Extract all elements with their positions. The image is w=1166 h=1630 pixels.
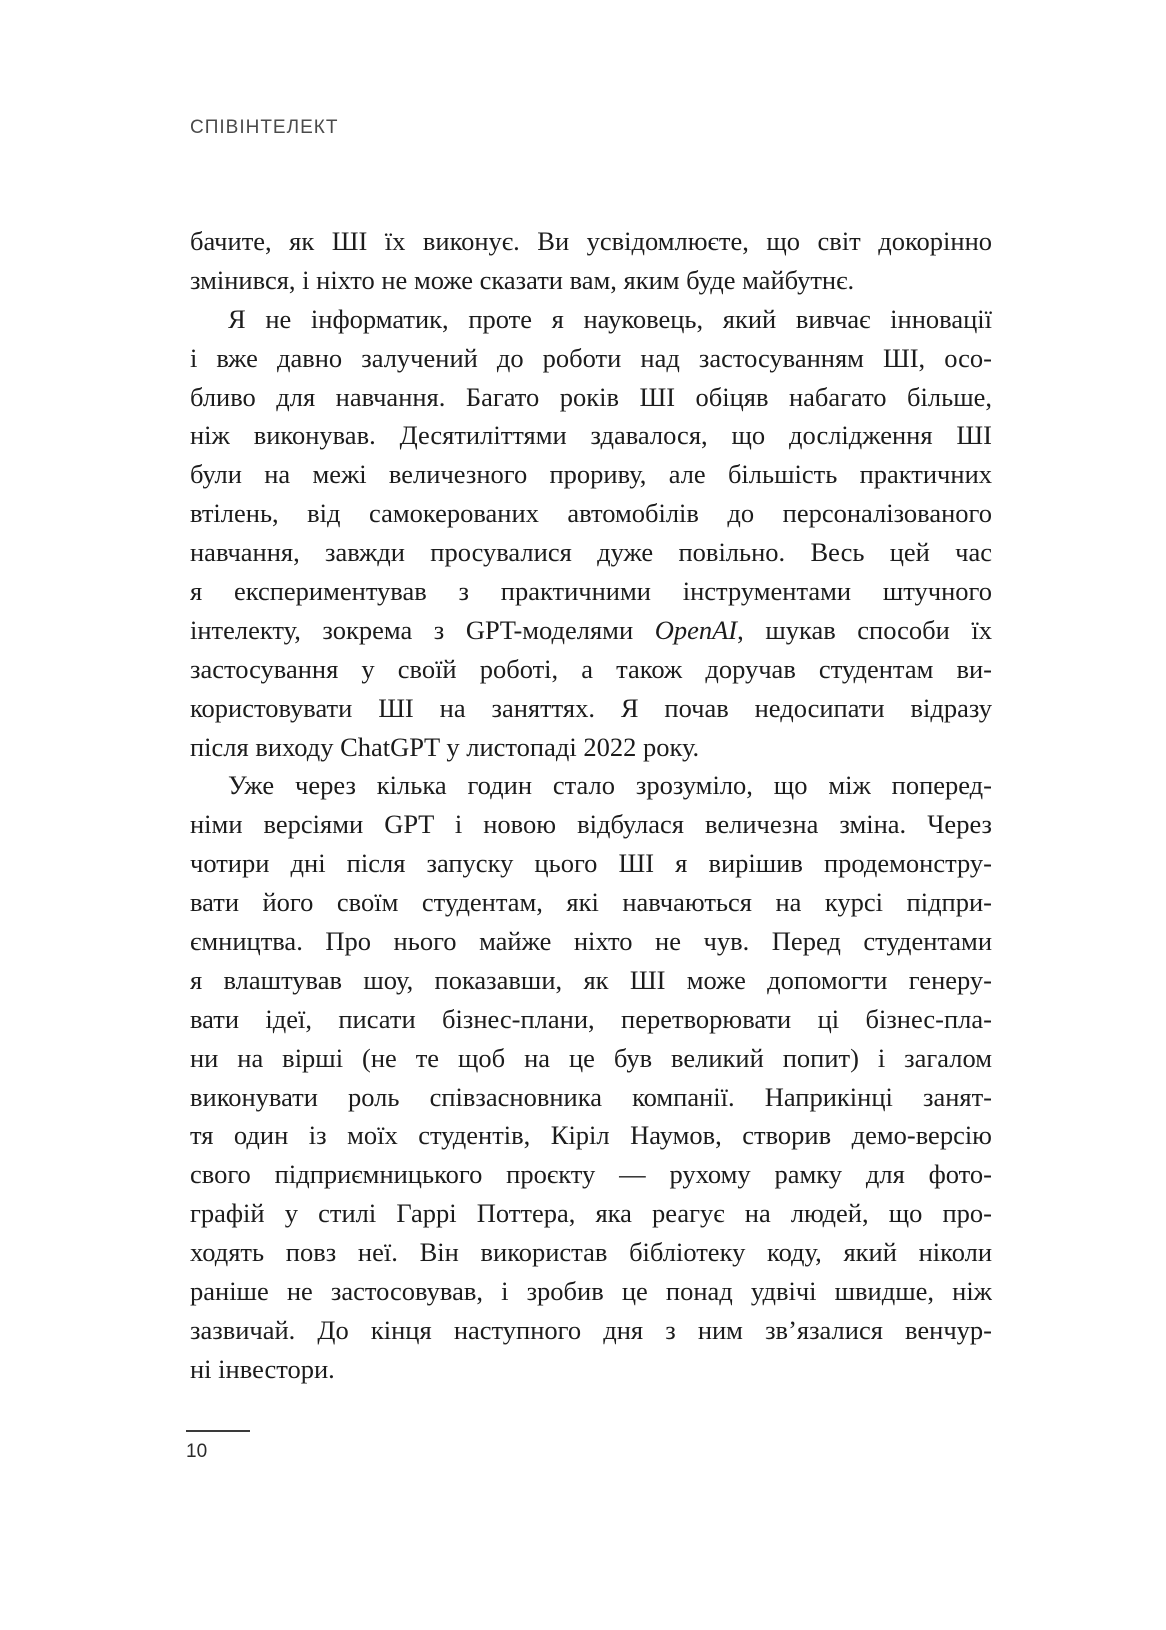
text-segment: інтелекту, зокрема з GPT-моделями xyxy=(190,614,655,645)
text-segment: , шукав способи їх xyxy=(737,614,992,645)
text-line: і вже давно залучений до роботи над застосуванням ШІ, осо- xyxy=(190,342,992,373)
text-line: навчання, завжди просувалися дуже повільно. Весь цей час xyxy=(190,537,992,568)
text-line: графій у стилі Гаррі Поттера, яка реагує на людей, що про- xyxy=(190,1198,992,1229)
text-line: користовувати ШІ на заняттях. Я почав недосипати відразу xyxy=(190,692,992,723)
text-line: німи версіями GPT і новою відбулася величезна зміна. Через xyxy=(190,809,992,840)
text-line: вати ідеї, писати бізнес-плани, перетворювати ці бізнес-пла- xyxy=(190,1003,992,1034)
text-line: зазвичай. До кінця наступного дня з ним зв’язалися венчур- xyxy=(190,1314,992,1345)
text-line: виконувати роль співзасновника компанії. Наприкінці занят- xyxy=(190,1081,992,1112)
text-line: бливо для навчання. Багато років ШІ обіцяв набагато більше, xyxy=(190,381,992,412)
text-line: бачите, як ШІ їх виконує. Ви усвідомлюєте, що світ докорінно xyxy=(190,226,992,256)
text-line: Уже через кілька годин стало зрозуміло, що між поперед- xyxy=(228,770,992,801)
text-line: ємництва. Про нього майже ніхто не чув. Перед студентами xyxy=(190,926,992,957)
text-line: я експериментував з практичними інструментами штучного xyxy=(190,576,992,607)
footer-rule xyxy=(186,1430,250,1432)
text-line: змінився, і ніхто не може сказати вам, яким буде майбутнє. xyxy=(190,264,855,295)
running-head: СПІВІНТЕЛЕКТ xyxy=(190,117,339,138)
text-line: ні інвестори. xyxy=(190,1353,335,1384)
text-line: вати його своїм студентам, які навчаються на курсі підпри- xyxy=(190,887,992,918)
text-line: були на межі величезного прориву, але більшість практичних xyxy=(190,459,992,490)
text-line: ходять повз неї. Він використав бібліотеку коду, який ніколи xyxy=(190,1237,992,1268)
text-line: раніше не застосовував, і зробив це понад удвічі швидше, ніж xyxy=(190,1276,992,1307)
text-line: після виходу ChatGPT у листопаді 2022 року. xyxy=(190,731,700,762)
text-line: я влаштував шоу, показавши, як ШІ може допомогти генеру- xyxy=(190,964,992,995)
text-line: тя один із моїх студентів, Кіріл Наумов, створив демо-версію xyxy=(190,1120,992,1151)
text-line: ни на вірші (не те щоб на це був великий попит) і загалом xyxy=(190,1042,992,1073)
text-line: свого підприємницького проєкту — рухому рамку для фото- xyxy=(190,1159,992,1190)
text-line: Я не інформатик, проте я науковець, який вивчає інновації xyxy=(228,303,992,334)
body-text xyxy=(190,222,992,1389)
text-line-openai xyxy=(190,611,992,650)
text-line: застосування у своїй роботі, а також доручав студентам ви- xyxy=(190,653,992,684)
text-line: чотири дні після запуску цього ШІ я вирішив продемонстру- xyxy=(190,848,992,879)
text-line: ніж виконував. Десятиліттями здавалося, що дослідження ШІ xyxy=(190,420,992,451)
page-number: 10 xyxy=(186,1441,208,1462)
brand-name: OpenAI xyxy=(654,614,738,645)
text-line: втілень, від самокерованих автомобілів до персоналізованого xyxy=(190,498,992,529)
